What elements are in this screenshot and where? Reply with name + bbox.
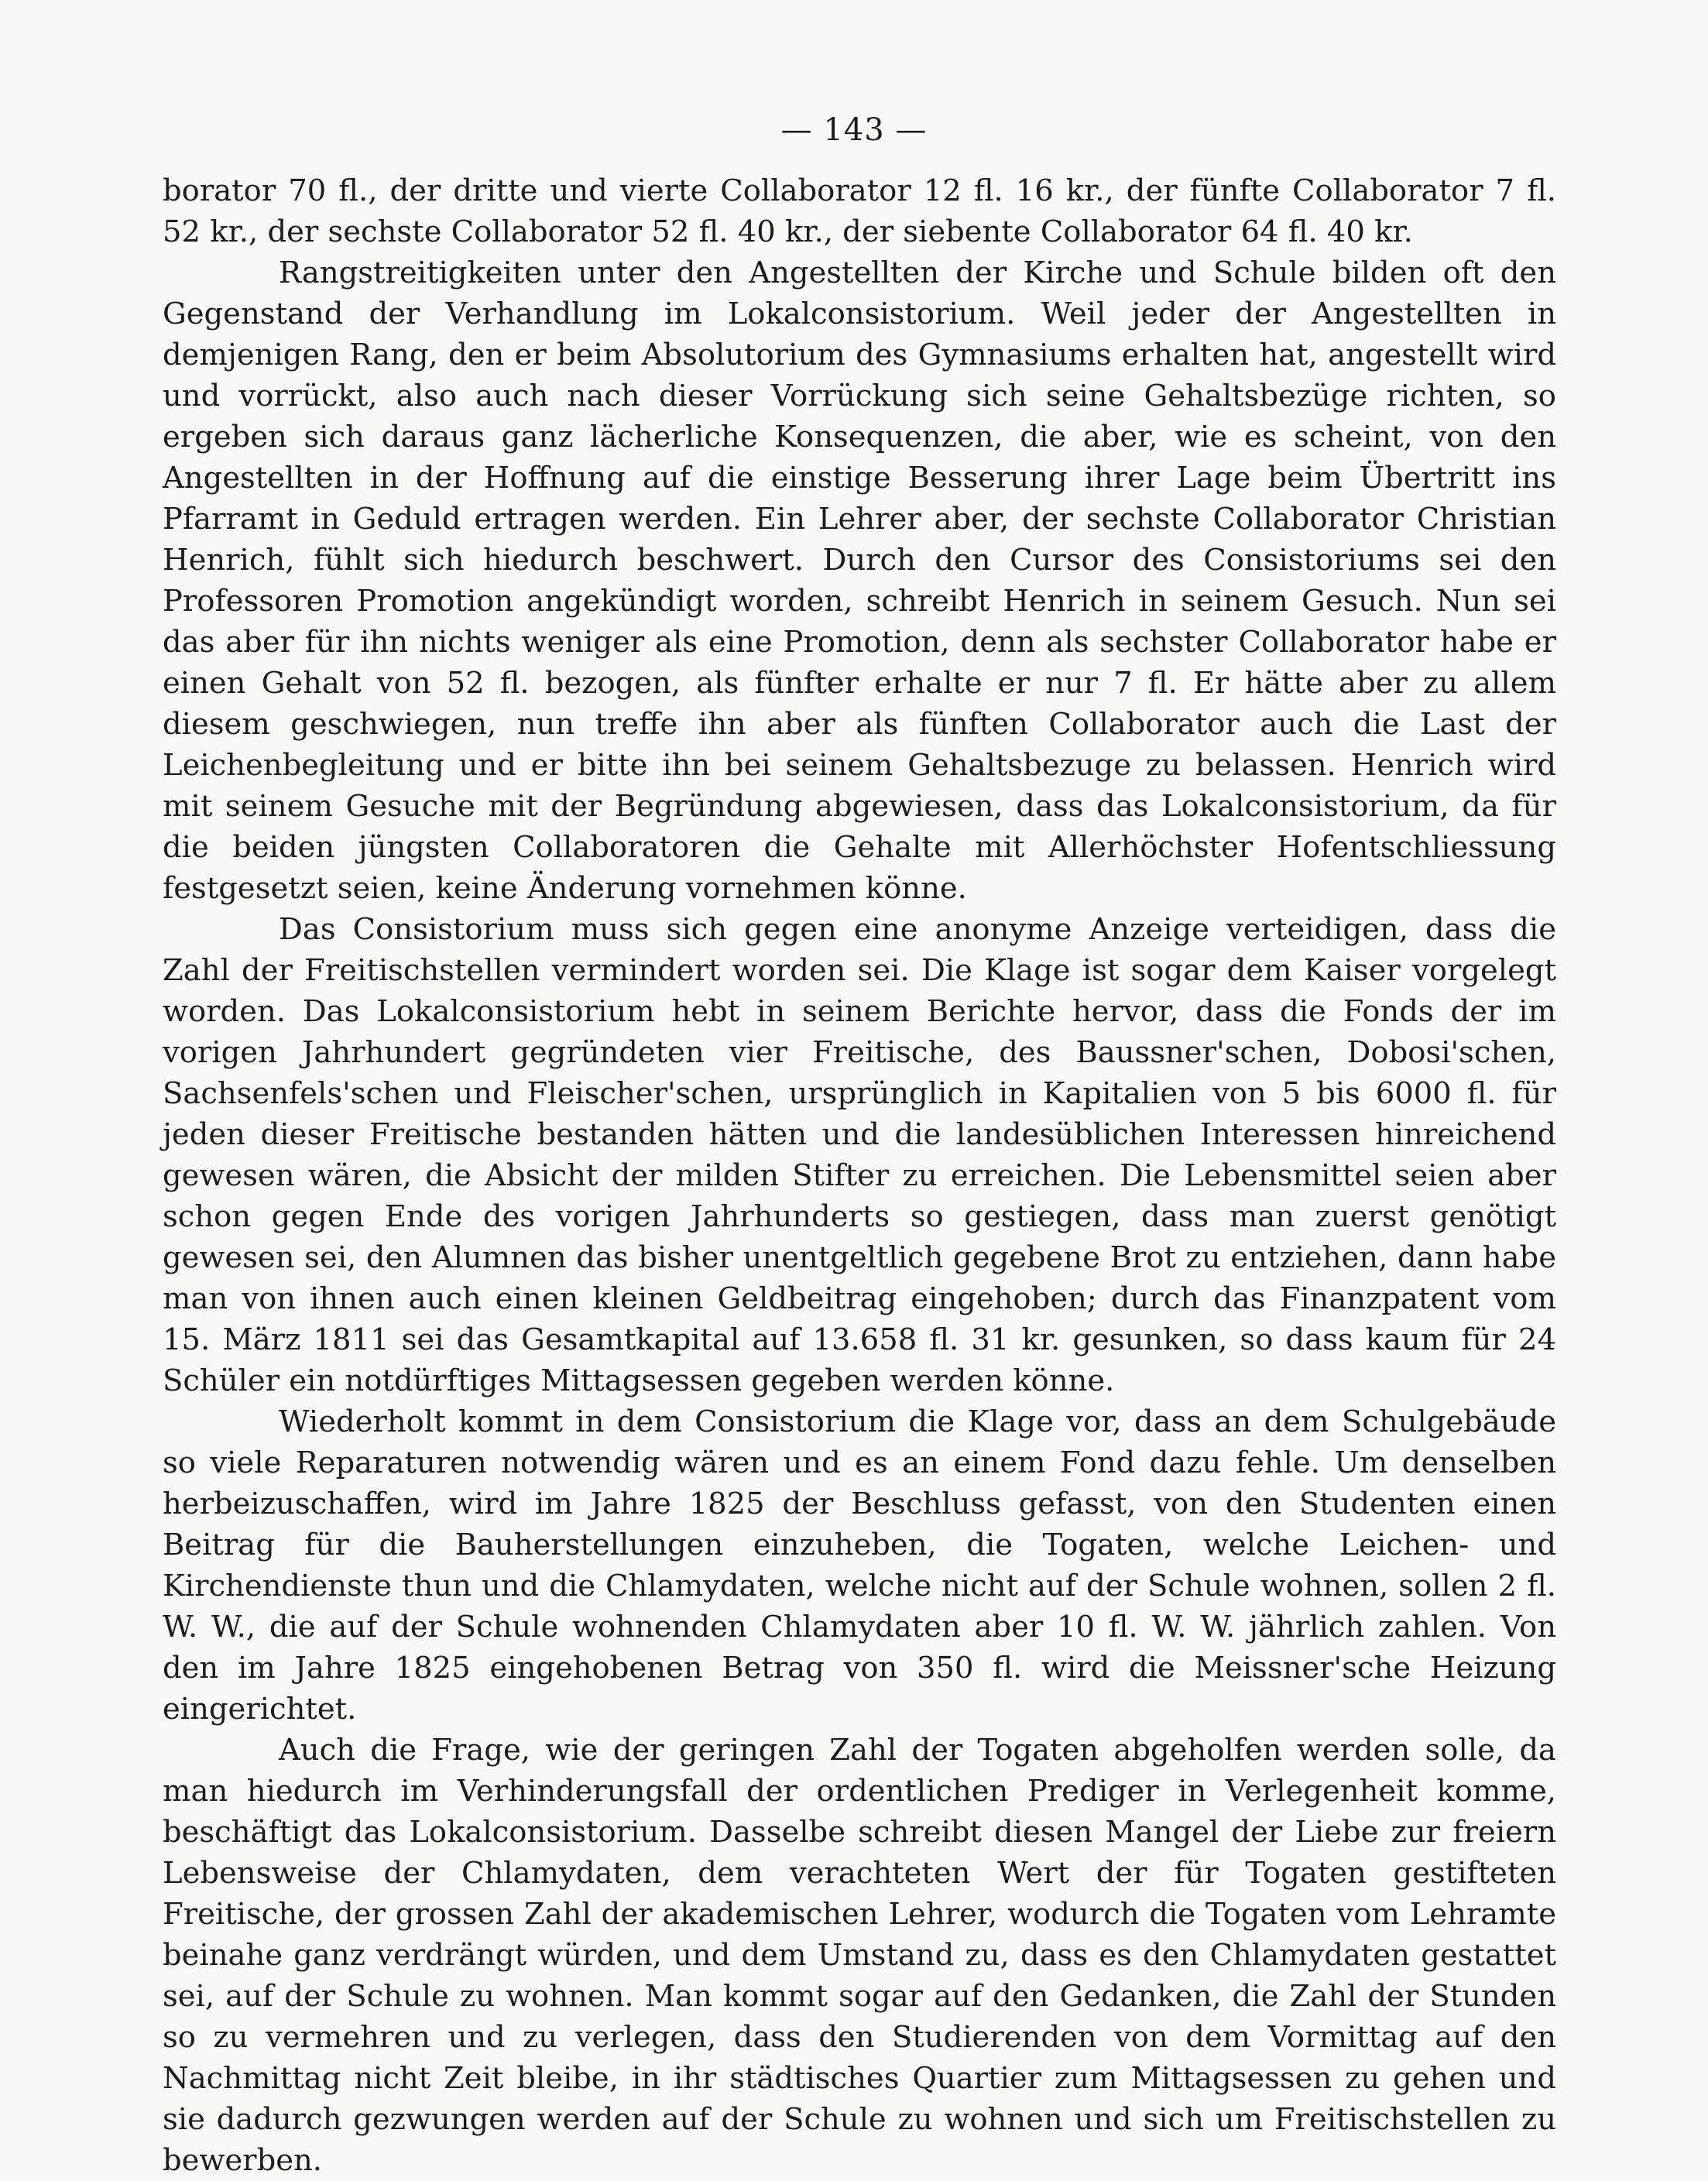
page-number: — 143 —	[780, 112, 928, 148]
paragraph-continuation: borator 70 fl., der dritte und vierte Collaborator 12 fl. 16 kr., der fünfte Collaborator 7 fl. 52 kr., der sechste Collaborator 52 fl. 40 kr., der siebente Collaborator 64 fl. 40 kr.	[163, 173, 1556, 249]
paragraph-school-repairs: Wiederholt kommt in dem Consistorium die Klage vor, dass an dem Schulgebäude so viele Reparaturen notwendig wären und es an einem Fond dazu fehle. Um denselben herbeizuschaffen, wird im Jahre 1825 der Beschluss gefasst, von den Studenten einen Beitrag für die Bauherstellungen einzuheben, die Togaten, welche Leichen- und Kirchendienste thun und die Chlamydaten, welche nicht auf der Schule wohnen, sollen 2 fl. W. W., die auf der Schule wohnenden Chlamydaten aber 10 fl. W. W. jährlich zahlen. Von den im Jahre 1825 eingehobenen Betrag von 350 fl. wird die Meissner'sche Heizung eingerichtet.	[163, 1404, 1556, 1727]
paragraph-free-tables: Das Consistorium muss sich gegen eine anonyme Anzeige verteidigen, dass die Zahl der Freitischstellen vermindert worden sei. Die Klage ist sogar dem Kaiser vorgelegt worden. Das Lokalconsistorium hebt in seinem Berichte hervor, dass die Fonds der im vorigen Jahrhundert gegründeten vier Freitische, des Baussner'schen, Dobosi'schen, Sachsenfels'schen und Fleischer'schen, ursprünglich in Kapitalien von 5 bis 6000 fl. für jeden dieser Freitische bestanden hätten und die landesüblichen Interessen hinreichend gewesen wären, die Absicht der milden Stifter zu erreichen. Die Lebensmittel seien aber schon gegen Ende des vorigen Jahrhunderts so gestiegen, dass man zuerst genötigt gewesen sei, den Alumnen das bisher unentgeltlich gegebene Brot zu entziehen, dann habe man von ihnen auch einen kleinen Geldbeitrag eingehoben; durch das Finanzpatent vom 15. März 1811 sei das Gesamtkapital auf 13.658 fl. 31 kr. gesunken, so dass kaum für 24 Schüler ein notdürftiges Mittagsessen gegeben werden könne.	[163, 912, 1556, 1398]
paragraph-rank-disputes: Rangstreitigkeiten unter den Angestellten der Kirche und Schule bilden oft den Gegenstand der Verhandlung im Lokalconsistorium. Weil jeder der Angestellten in demjenigen Rang, den er beim Absolutorium des Gymnasiums erhalten hat, angestellt wird und vorrückt, also auch nach dieser Vorrückung sich seine Gehaltsbezüge richten, so ergeben sich daraus ganz lächerliche Konsequenzen, die aber, wie es scheint, von den Angestellten in der Hoffnung auf die einstige Besserung ihrer Lage beim Übertritt ins Pfarramt in Geduld ertragen werden. Ein Lehrer aber, der sechste Collaborator Christian Henrich, fühlt sich hiedurch beschwert. Durch den Cursor des Consistoriums sei den Professoren Promotion angekündigt worden, schreibt Henrich in seinem Gesuch. Nun sei das aber für ihn nichts weniger als eine Promotion, denn als sechster Collaborator habe er einen Gehalt von 52 fl. bezogen, als fünfter erhalte er nur 7 fl. Er hätte aber zu allem diesem geschwiegen, nun treffe ihn aber als fünften Collaborator auch die Last der Leichenbegleitung und er bitte ihn bei seinem Gehaltsbezuge zu belassen. Henrich wird mit seinem Gesuche mit der Begründung abgewiesen, dass das Lokalconsistorium, da für die beiden jüngsten Collaboratoren die Gehalte mit Allerhöchster Hofentschliessung festgesetzt seien, keine Änderung vornehmen könne.	[163, 255, 1556, 906]
body-text	[163, 170, 1556, 2181]
paragraph-togaten: Auch die Frage, wie der geringen Zahl der Togaten abgeholfen werden solle, da man hiedurch im Verhinderungsfall der ordentlichen Prediger in Verlegenheit komme, beschäftigt das Lokalconsistorium. Dasselbe schreibt diesen Mangel der Liebe zur freiern Lebensweise der Chlamydaten, dem verachteten Wert der für Togaten gestifteten Freitische, der grossen Zahl der akademischen Lehrer, wodurch die Togaten vom Lehramte beinahe ganz verdrängt würden, und dem Umstand zu, dass es den Chlamydaten gestattet sei, auf der Schule zu wohnen. Man kommt sogar auf den Gedanken, die Zahl der Stunden so zu vermehren und zu verlegen, dass den Studierenden von dem Vormittag auf den Nachmittag nicht Zeit bleibe, in ihr städtisches Quartier zum Mittagsessen zu gehen und sie dadurch gezwungen werden auf der Schule zu wohnen und sich um Freitischstellen zu bewerben.	[163, 1733, 1556, 2178]
